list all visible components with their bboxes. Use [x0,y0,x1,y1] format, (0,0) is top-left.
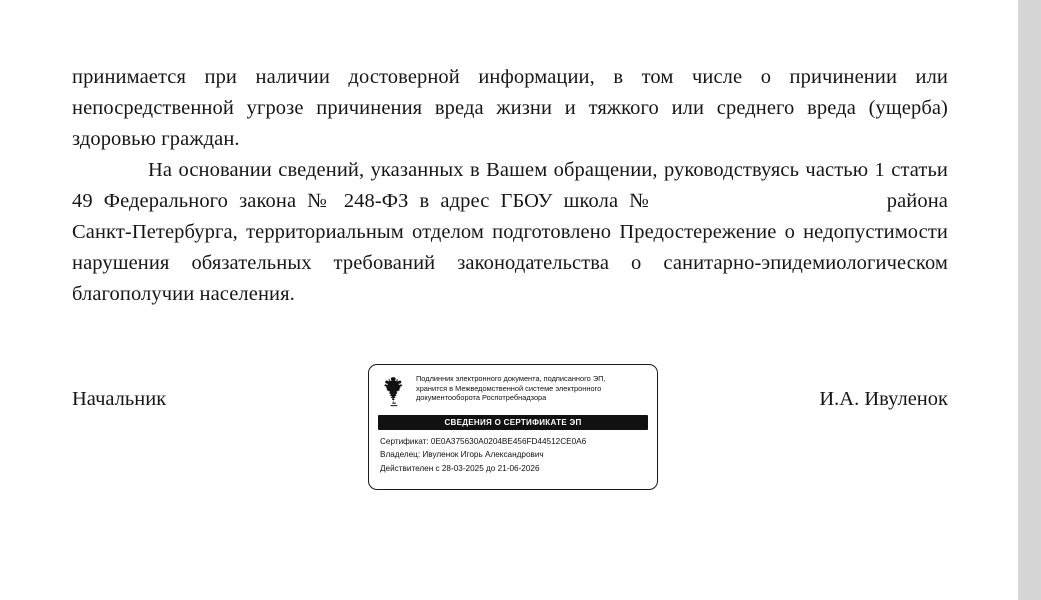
signer-position: Начальник [72,388,167,410]
stamp-header-text [416,374,606,403]
stamp-header-line-1: Подлинник электронного документа, подписанного ЭП, [416,374,606,383]
signer-name: И.А. Ивуленок [819,388,948,410]
stamp-details [369,430,657,476]
stamp-header [369,365,657,413]
redacted-number [655,186,717,217]
paragraph-1: принимается при наличии достоверной информации, в том числе о причинении или непосредственной угрозе причинения вреда жизни и тяжкого или среднего вреда (ущерба) здоровью граждан. [72,66,948,150]
paragraph-2-part-b: района Санкт-Петербурга, территориальным отделом подготовлено Предостережение о недопустимости нарушения обязательных требований законодательства о санитарно-эпидемиологическом благополучии населения. [72,190,948,305]
electronic-signature-stamp [368,364,658,490]
double-headed-eagle-icon [379,375,409,409]
stamp-owner: Владелец: Ивуленок Игорь Александрович [380,450,544,459]
stamp-bar-title: СВЕДЕНИЯ О СЕРТИФИКАТЕ ЭП [378,415,648,430]
stamp-header-line-2: хранится в Межведомственной системе электронного [416,383,602,393]
stamp-certificate: Сертификат: 0E0A375630A0204BE456FD44512CE0A6 [380,436,587,446]
stamp-validity: Действителен с 28-03-2025 до 21-06-2026 [380,463,540,473]
paragraph-2 [72,155,948,310]
document-text-area [72,62,948,310]
stamp-header-line-3: документооборота Роспотребнадзора [416,393,547,403]
paragraph-2-part-a: На основании сведений, указанных в Вашем обращении, руководствуясь частью 1 статьи 49 Федерального закона № 248-ФЗ в адрес ГБОУ школа № [72,159,948,212]
scrollbar-gutter[interactable] [1018,0,1041,600]
redacted-district [717,186,887,217]
